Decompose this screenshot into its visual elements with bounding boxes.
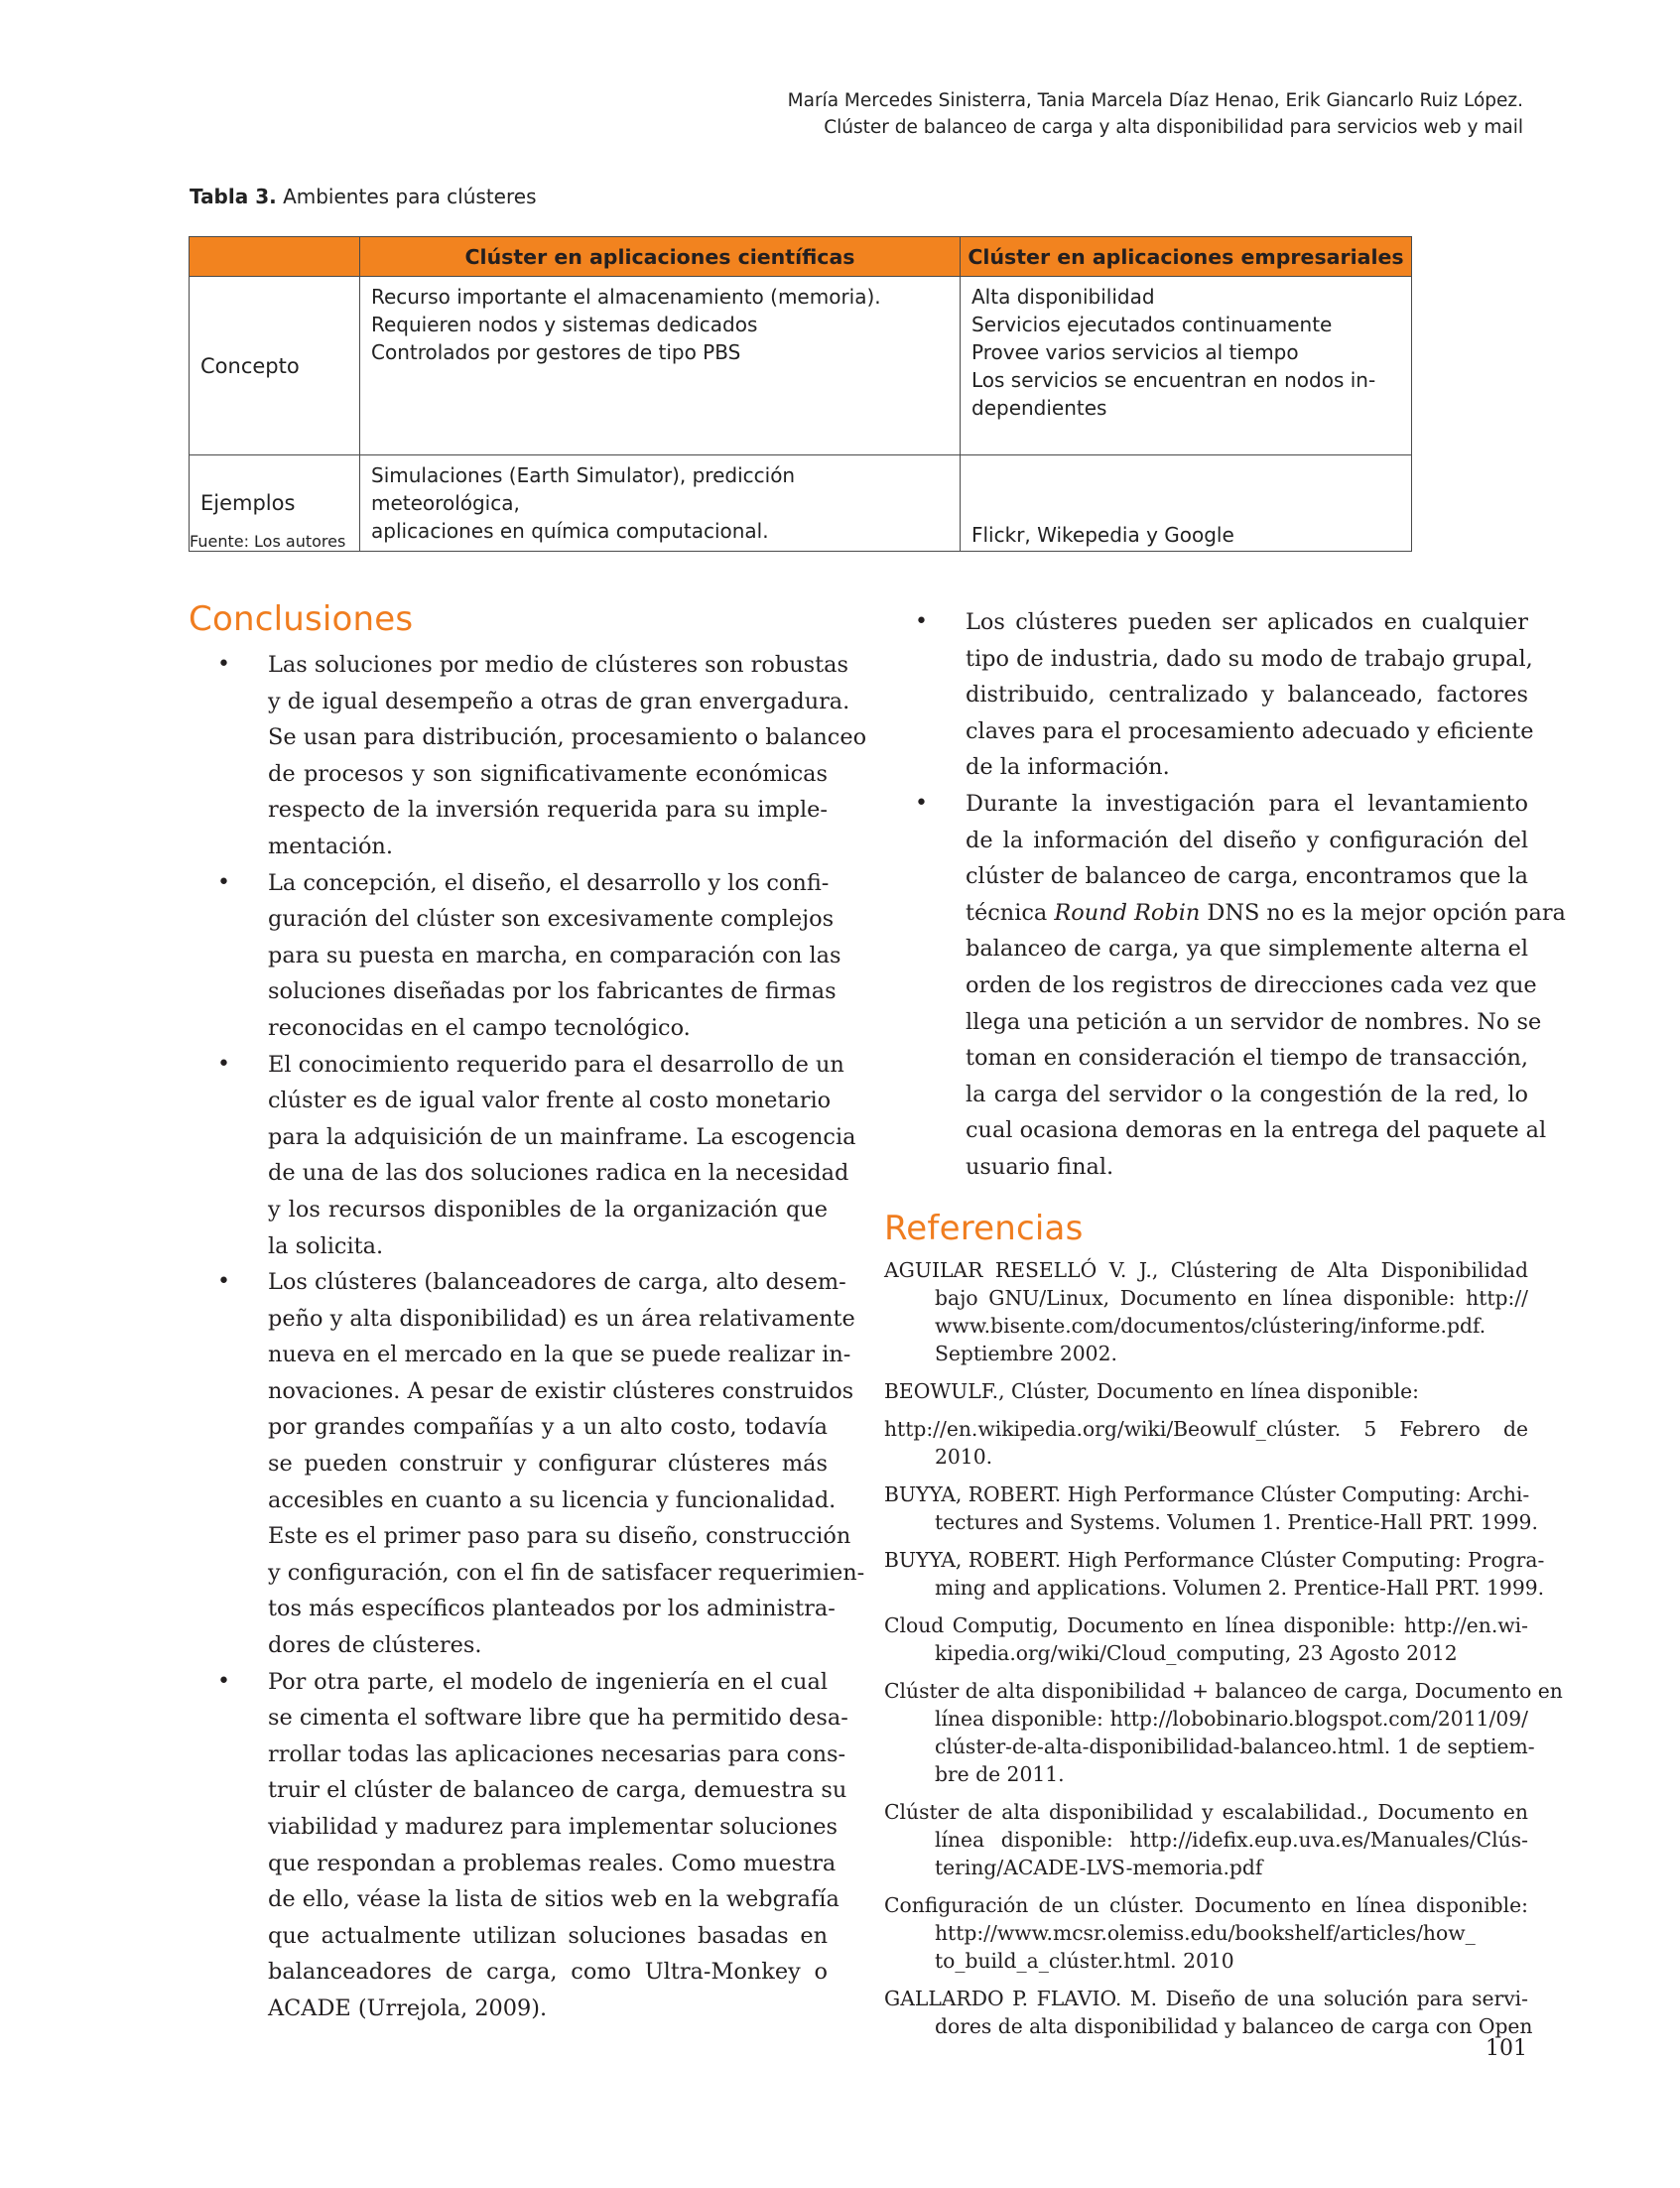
text-line: El conocimiento requerido para el desarrollo de un (268, 1051, 844, 1078)
cell-concepto-business (961, 277, 1412, 455)
reference-item (884, 1546, 1545, 1602)
text-line: rrollar todas las aplicaciones necesarias para cons- (268, 1740, 846, 1767)
reference-line: GALLARDO P. FLAVIO. M. Diseño de una solución para servi- (884, 1987, 1528, 2010)
reference-line: tering/ACADE-LVS-memoria.pdf (935, 1856, 1263, 1879)
reference-line: AGUILAR RESELLÓ V. J., Clústering de Alta Disponibilidad (884, 1258, 1528, 1282)
text-line: guración del clúster son excesivamente complejos (268, 906, 835, 933)
cell-line: Controlados por gestores de tipo PBS (371, 340, 741, 364)
text-line: llega una petición a un servidor de nombres. No se (966, 1008, 1542, 1035)
text-line: que respondan a problemas reales. Como muestra (268, 1850, 837, 1876)
text-line: novaciones. A pesar de existir clústeres construidos (268, 1377, 854, 1404)
reference-line: BUYYA, ROBERT. High Performance Clúster Computing: Archi- (884, 1482, 1530, 1506)
table-header-scientific: Clúster en aplicaciones científicas (360, 237, 961, 277)
text-line: La concepción, el diseño, el desarrollo y los confi- (268, 869, 830, 896)
cell-line: aplicaciones en química computacional. (371, 519, 769, 543)
table-source: Fuente: Los autores (190, 532, 346, 551)
cell-ejemplos-scientific (360, 455, 961, 552)
text-line: dores de clústeres. (268, 1632, 482, 1659)
text-line: mentación. (268, 833, 393, 859)
conclusiones-heading: Conclusiones (189, 599, 414, 639)
reference-item (884, 1415, 1528, 1471)
text-line: reconocidas en el campo tecnológico. (268, 1014, 691, 1041)
text-line: de una de las dos soluciones radica en la necesidad (268, 1160, 849, 1187)
reference-line: to_build_a_clúster.html. 2010 (935, 1949, 1234, 1973)
text-line: clúster de balanceo de carga, encontramos que la (966, 863, 1528, 890)
cell-line: Los servicios se encuentran en nodos in- (971, 368, 1376, 392)
cell-line: Requieren nodos y sistemas dedicados (371, 313, 758, 336)
bullet-icon: • (217, 1668, 230, 1694)
emphasis-round-robin: Round Robin (1054, 899, 1201, 926)
bullet-icon: • (217, 1269, 230, 1295)
text-line: Las soluciones por medio de clústeres son robustas (268, 652, 848, 678)
text-line: y configuración, con el fin de satisfacer requerimien- (268, 1559, 865, 1586)
cell-line: Flickr, Wikepedia y Google (971, 523, 1234, 547)
text-line: usuario final. (966, 1153, 1114, 1180)
text-line: claves para el procesamiento adecuado y eficiente (966, 717, 1534, 744)
text-line: nueva en el mercado en la que se puede realizar in- (268, 1342, 851, 1368)
bullet-icon: • (217, 869, 230, 895)
conclusiones-list-left (189, 647, 867, 2027)
reference-item (884, 1891, 1528, 1975)
text-line: Por otra parte, el modelo de ingeniería en el cual (268, 1668, 828, 1695)
text-line: Se usan para distribución, procesamiento o balanceo (268, 724, 867, 751)
cell-line: Provee varios servicios al tiempo (971, 340, 1299, 364)
text-line: balanceo de carga, ya que simplemente alterna el (966, 936, 1528, 963)
text-line: tos más específicos planteados por los administra- (268, 1596, 836, 1622)
referencias-heading: Referencias (884, 1209, 1084, 1248)
table-header-blank (190, 237, 360, 277)
cell-concepto-scientific (360, 277, 961, 455)
text-line: la solicita. (268, 1232, 384, 1259)
running-head-title: Clúster de balanceo de carga y alta disponibilidad para servicios web y mail (824, 117, 1523, 138)
reference-item (884, 1480, 1538, 1536)
text-line: cual ocasiona demoras en la entrega del paquete al (966, 1117, 1547, 1144)
reference-line: línea disponible: http://lobobinario.blogspot.com/2011/09/ (935, 1707, 1528, 1731)
conclusion-item (189, 647, 867, 865)
reference-line: www.bisente.com/documentos/clústering/informe.pdf. (935, 1314, 1486, 1338)
reference-item (884, 1985, 1533, 2040)
conclusion-item (189, 1664, 848, 2027)
cluster-environments-table (189, 236, 1412, 552)
reference-line: 2010. (935, 1445, 993, 1469)
text-line: viabilidad y madurez para implementar soluciones (268, 1814, 839, 1840)
text-line: de la información. (966, 754, 1170, 781)
text-line: truir el clúster de balanceo de carga, demuestra su (268, 1777, 847, 1804)
page-number: 101 (1486, 2036, 1527, 2061)
reference-line: kipedia.org/wiki/Cloud_computing, 23 Agosto 2012 (935, 1641, 1458, 1665)
reference-line: bre de 2011. (935, 1762, 1065, 1786)
text-line: de la información del diseño y configuración del (966, 827, 1528, 853)
reference-line: Configuración de un clúster. Documento en línea disponible: (884, 1893, 1528, 1917)
reference-line: http://www.mcsr.olemiss.edu/bookshelf/articles/how_ (935, 1921, 1476, 1945)
text-line: soluciones diseñadas por los fabricantes de firmas (268, 978, 837, 1005)
reference-line: Clúster de alta disponibilidad + balanceo de carga, Documento en (884, 1679, 1563, 1703)
reference-line: bajo GNU/Linux, Documento en línea disponible: http:// (935, 1286, 1528, 1310)
conclusion-item (884, 604, 1534, 786)
text-line: para la adquisición de un mainframe. La escogencia (268, 1123, 856, 1150)
text-line: para su puesta en marcha, en comparación con las (268, 942, 841, 968)
text-line: Durante la investigación para el levantamiento (966, 790, 1528, 817)
table-caption-label: Tabla 3. (190, 185, 277, 208)
reference-line: ming and applications. Volumen 2. Prentice-Hall PRT. 1999. (935, 1576, 1545, 1600)
reference-item (884, 1611, 1528, 1667)
reference-item (884, 1677, 1563, 1788)
text-line: clúster es de igual valor frente al costo monetario (268, 1088, 832, 1114)
text-line: por grandes compañías y a un alto costo, todavía (268, 1414, 828, 1441)
table-caption-text: Ambientes para clústeres (276, 185, 537, 208)
reference-item (884, 1798, 1528, 1881)
reference-line: clúster-de-alta-disponibilidad-balanceo.html. 1 de septiem- (935, 1735, 1535, 1758)
table-row-concepto (190, 277, 1412, 455)
text-line: y los recursos disponibles de la organización que (268, 1196, 828, 1223)
text-line: Los clústeres pueden ser aplicados en cualquier (966, 609, 1528, 635)
conclusion-item (884, 786, 1566, 1186)
bullet-icon: • (217, 1051, 230, 1077)
table-header-row (190, 237, 1412, 277)
text-line: accesibles en cuanto a su licencia y funcionalidad. (268, 1486, 837, 1513)
bullet-icon: • (915, 790, 928, 816)
text-line: se cimenta el software libre que ha permitido desa- (268, 1705, 848, 1732)
conclusion-item (189, 865, 841, 1047)
table-caption (190, 185, 537, 208)
reference-line: tectures and Systems. Volumen 1. Prentice-Hall PRT. 1999. (935, 1510, 1538, 1534)
reference-line: BEOWULF., Clúster, Documento en línea disponible: (884, 1379, 1419, 1403)
reference-item (884, 1377, 1528, 1405)
reference-line: http://en.wikipedia.org/wiki/Beowulf_clúster. 5 Febrero de (884, 1417, 1528, 1441)
text-line: se pueden construir y configurar clústeres más (268, 1451, 828, 1478)
cell-line: dependientes (971, 396, 1107, 420)
cell-ejemplos-business (961, 455, 1412, 552)
text-line: y de igual desempeño a otras de gran envergadura. (268, 688, 850, 714)
table-header-business: Clúster en aplicaciones empresariales (961, 237, 1412, 277)
text-line: balanceadores de carga, como Ultra-Monkey o (268, 1959, 828, 1986)
row-label-concepto: Concepto (190, 277, 360, 455)
text-line: de procesos y son significativamente económicas (268, 760, 828, 787)
text-line: técnica Round Robin DNS no es la mejor opción para (966, 899, 1566, 926)
text-line: distribuido, centralizado y balanceado, factores (966, 682, 1528, 708)
cell-line: Recurso importante el almacenamiento (memoria). (371, 285, 881, 309)
text-line: Este es el primer paso para su diseño, construcción (268, 1523, 851, 1550)
referencias-list (884, 1256, 1563, 2050)
cell-line: Servicios ejecutados continuamente (971, 313, 1333, 336)
reference-item (884, 1256, 1528, 1367)
running-head (788, 87, 1523, 141)
text-line: respecto de la inversión requerida para su imple- (268, 797, 828, 824)
conclusiones-list-right (884, 604, 1566, 1186)
text-line: tipo de industria, dado su modo de trabajo grupal, (966, 645, 1533, 672)
conclusion-item (189, 1047, 856, 1265)
text-line: Los clústeres (balanceadores de carga, alto desem- (268, 1269, 846, 1296)
cell-line: Simulaciones (Earth Simulator), predicción meteorológica, (371, 463, 796, 515)
text-line: ACADE (Urrejola, 2009). (268, 1995, 548, 2021)
text-line: que actualmente utilizan soluciones basadas en (268, 1922, 828, 1949)
reference-line: dores de alta disponibilidad y balanceo de carga con Open (935, 2014, 1533, 2038)
reference-line: línea disponible: http://idefix.eup.uva.es/Manuales/Clús- (935, 1828, 1528, 1852)
text-line: orden de los registros de direcciones cada vez que (966, 971, 1537, 998)
text-line: de ello, véase la lista de sitios web en la webgrafía (268, 1886, 840, 1913)
running-head-authors: María Mercedes Sinisterra, Tania Marcela Díaz Henao, Erik Giancarlo Ruiz López. (787, 90, 1523, 111)
table-row-ejemplos (190, 455, 1412, 552)
bullet-icon: • (915, 609, 928, 634)
row-label-ejemplos: Ejemplos (190, 455, 360, 552)
reference-line: Cloud Computig, Documento en línea disponible: http://en.wi- (884, 1613, 1528, 1637)
conclusion-item (189, 1264, 865, 1664)
text-line: la carga del servidor o la congestión de la red, lo (966, 1081, 1528, 1107)
cell-line: Alta disponibilidad (971, 285, 1155, 309)
text-line: toman en consideración el tiempo de transacción, (966, 1045, 1528, 1072)
text-line: peño y alta disponibilidad) es un área relativamente (268, 1305, 855, 1332)
reference-line: BUYYA, ROBERT. High Performance Clúster Computing: Progra- (884, 1548, 1545, 1572)
reference-line: Clúster de alta disponibilidad y escalabilidad., Documento en (884, 1800, 1528, 1824)
bullet-icon: • (217, 652, 230, 677)
reference-line: Septiembre 2002. (935, 1342, 1117, 1365)
